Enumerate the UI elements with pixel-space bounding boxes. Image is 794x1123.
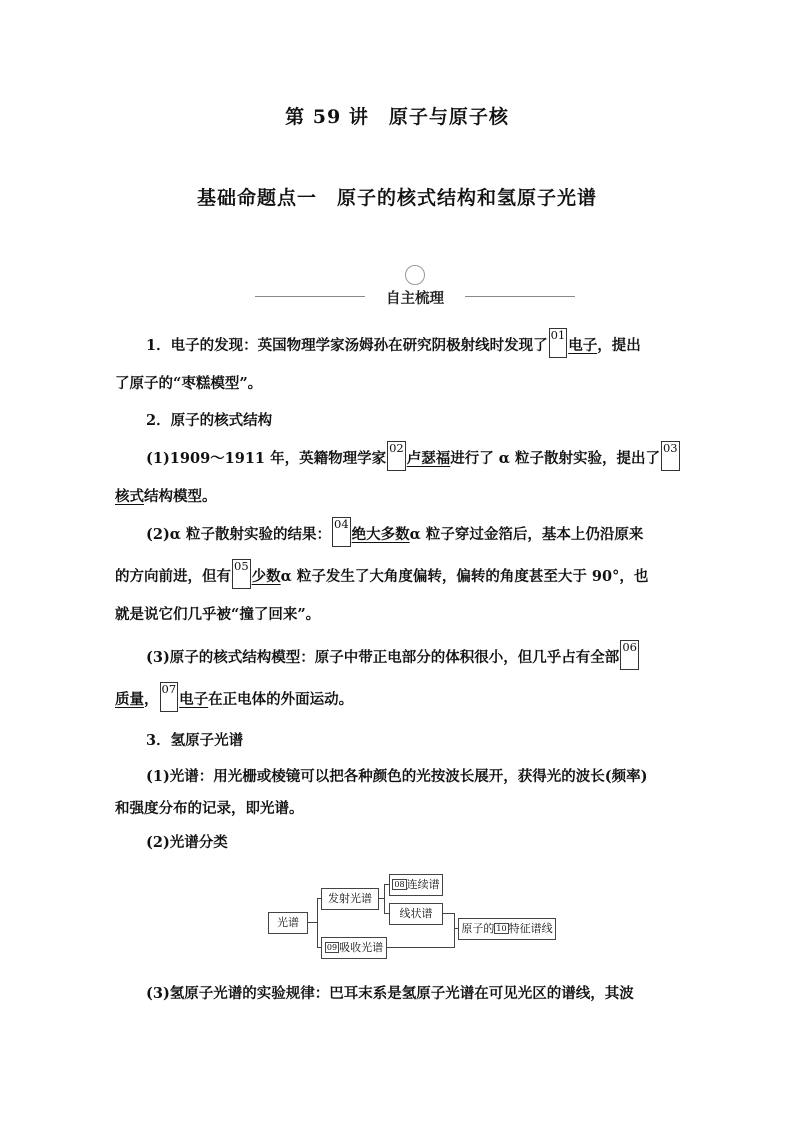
box-spectrum: 光谱 (268, 912, 308, 934)
paragraph-2-2-line-1: (2)α 粒子散射实验的结果：04绝大多数α 粒子穿过金箔后，基本上仍沿原来 (146, 525, 716, 547)
blank-answer: 电子 (179, 691, 209, 708)
box-absorption-spectrum: 09 吸收光谱 (321, 937, 387, 959)
paragraph-3-1-line-1: (1)光谱：用光栅或棱镜可以把各种颜色的光按波长展开，获得光的波长(频率) (146, 768, 648, 785)
section-title: 基础命题点一 原子的核式结构和氢原子光谱 (196, 187, 597, 209)
blank-number: 02 (387, 441, 406, 471)
page-title: 第 59 讲 原子与原子核 (285, 106, 509, 128)
blank-answer: 绝大多数 (351, 526, 410, 543)
blank-number: 10 (496, 924, 507, 933)
blank-number: 05 (232, 559, 251, 589)
paragraph-3-3: (3)氢原子光谱的实验规律：巴耳末系是氢原子光谱在可见光区的谱线，其波 (146, 985, 634, 1002)
blank-answer: 核式 (115, 488, 144, 505)
spectrum-classification-diagram (268, 868, 558, 958)
pencil-icon (405, 265, 425, 285)
paragraph-3-heading: 3．氢原子光谱 (146, 732, 244, 749)
blank-answer: 卢瑟福 (406, 450, 451, 467)
blank-number: 03 (661, 441, 680, 471)
blank-answer: 电子 (568, 337, 598, 354)
section-header (255, 282, 575, 312)
box-characteristic-lines: 原子的 10 特征谱线 (458, 918, 556, 940)
paragraph-2-1-line-1: (1)1909～1911 年，英籍物理学家02卢瑟福进行了 α 粒子散射实验，提出了03 (146, 449, 716, 471)
blank-number: 06 (620, 640, 639, 670)
paragraph-3-2: (2)光谱分类 (146, 834, 228, 851)
section-label: 自主梳理 (386, 291, 444, 307)
paragraph-2-2-line-3: 就是说它们几乎被“撞了回来”。 (115, 606, 321, 623)
blank-answer: 质量 (115, 691, 144, 708)
blank-number: 07 (160, 682, 179, 712)
blank-number: 08 (394, 880, 405, 889)
paragraph-3-1-line-2: 和强度分布的记录，即光谱。 (115, 800, 304, 817)
divider-right (465, 296, 575, 297)
paragraph-2-3-line-2: 质量，07电子在正电体的外面运动。 (115, 690, 685, 712)
box-line-spectrum: 线状谱 (389, 903, 443, 925)
box-continuous-spectrum: 08 连续谱 (389, 874, 443, 896)
paragraph-1-line-1: 1．电子的发现：英国物理学家汤姆孙在研究阴极射线时发现了01电子，提出 (146, 336, 716, 358)
blank-number: 09 (326, 943, 338, 952)
blank-number: 01 (549, 328, 568, 358)
paragraph-2-1-line-2: 核式结构模型。 (115, 488, 217, 505)
paragraph-2-2-line-2: 的方向前进，但有05少数α 粒子发生了大角度偏转，偏转的角度甚至大于 90°，也 (115, 567, 685, 589)
paragraph-2-heading: 2．原子的核式结构 (146, 412, 273, 429)
box-emission-spectrum: 发射光谱 (321, 888, 379, 910)
blank-number: 04 (332, 517, 351, 547)
paragraph-2-3-line-1: (3)原子的核式结构模型：原子中带正电部分的体积很小，但几乎占有全部06 (146, 648, 716, 670)
paragraph-1-line-2: 了原子的“枣糕模型”。 (115, 375, 263, 392)
blank-answer: 少数 (251, 568, 281, 585)
